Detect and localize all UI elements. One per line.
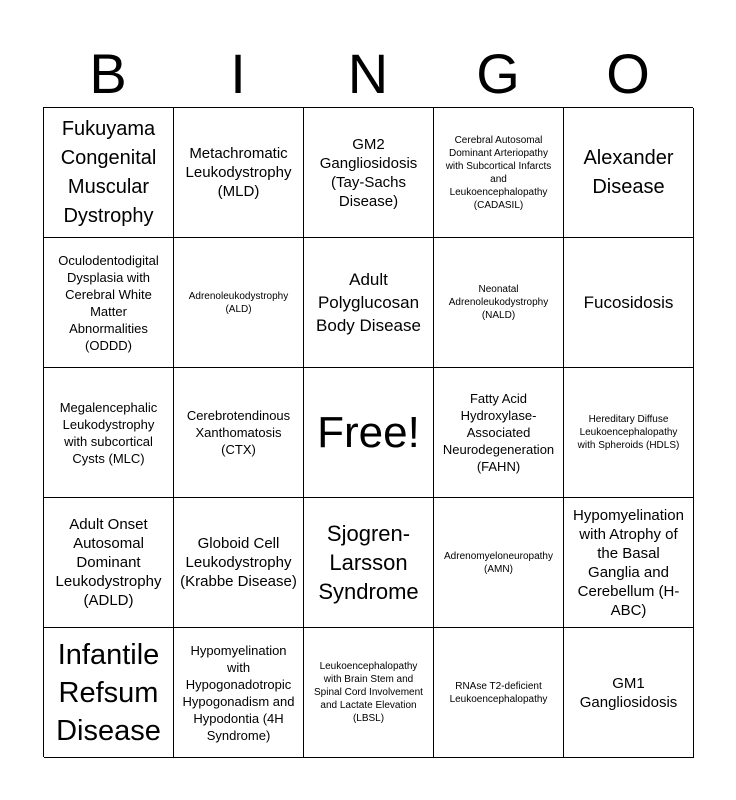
header-letter-i: I: [230, 42, 246, 105]
bingo-cell[interactable]: [304, 628, 434, 758]
cell-text: Globoid Cell Leukodystrophy (Krabbe Disease): [180, 535, 297, 590]
bingo-cell[interactable]: [564, 368, 694, 498]
cell-text: Hypomyelination with Hypogonadotropic Hypogonadism and Hypodontia (4H Syndrome): [182, 642, 295, 743]
bingo-cell[interactable]: [304, 498, 434, 628]
bingo-cell[interactable]: [434, 108, 564, 238]
free-space-cell[interactable]: [304, 368, 434, 498]
bingo-cell[interactable]: [174, 498, 304, 628]
free-space-text: Free!: [317, 407, 420, 457]
cell-text: Megalencephalic Leukodystrophy with subcortical Cysts (MLC): [59, 399, 158, 466]
bingo-cell[interactable]: [434, 498, 564, 628]
cell-text: Sjogren-Larsson Syndrome: [318, 521, 419, 604]
cell-text: Fukuyama Congenital Muscular Dystrophy: [60, 117, 157, 227]
cell-text: Hypomyelination with Atrophy of the Basal Ganglia and Cerebellum (H-ABC): [573, 506, 684, 619]
bingo-cell[interactable]: [434, 628, 564, 758]
bingo-cell[interactable]: [564, 628, 694, 758]
bingo-cell[interactable]: [44, 498, 174, 628]
bingo-cell[interactable]: [44, 238, 174, 368]
bingo-cell[interactable]: [44, 628, 174, 758]
cell-text: Fucosidosis: [583, 293, 674, 312]
bingo-cell[interactable]: [564, 238, 694, 368]
cell-text: Adrenoleukodystrophy (ALD): [188, 290, 289, 315]
bingo-cell[interactable]: [434, 238, 564, 368]
bingo-cell[interactable]: [564, 498, 694, 628]
bingo-cell[interactable]: [174, 238, 304, 368]
header-letter-b: B: [89, 42, 127, 105]
bingo-cell[interactable]: [564, 108, 694, 238]
cell-text: Hereditary Diffuse Leukoencephalopathy with Spheroids (HDLS): [577, 414, 680, 451]
bingo-board: [43, 107, 693, 757]
bingo-cell[interactable]: [174, 108, 304, 238]
cell-text: RNAse T2-deficient Leukoencephalopathy: [449, 680, 548, 705]
cell-text: Adrenomyeloneuropathy (AMN): [444, 550, 553, 575]
header-letter-g: G: [476, 42, 520, 105]
cell-text: Infantile Refsum Disease: [56, 638, 161, 747]
bingo-cell[interactable]: [174, 628, 304, 758]
header-letter-n: N: [347, 42, 389, 105]
cell-text: Fatty Acid Hydroxylase-Associated Neurodegeneration (FAHN): [442, 391, 555, 474]
cell-text: Cerebrotendinous Xanthomatosis (CTX): [186, 408, 291, 457]
bingo-cell[interactable]: [434, 368, 564, 498]
cell-text: Neonatal Adrenoleukodystrophy (NALD): [448, 284, 549, 321]
cell-text: Metachromatic Leukodystrophy (MLD): [185, 145, 292, 200]
cell-text: Alexander Disease: [583, 146, 674, 198]
bingo-header: [43, 40, 693, 108]
bingo-cell[interactable]: [44, 108, 174, 238]
bingo-cell[interactable]: [174, 368, 304, 498]
cell-text: Adult Onset Autosomal Dominant Leukodystrophy (ADLD): [55, 516, 162, 609]
cell-text: GM2 Gangliosidosis (Tay-Sachs Disease): [319, 135, 418, 210]
header-letter-o: O: [606, 42, 650, 105]
bingo-cell[interactable]: [304, 108, 434, 238]
cell-text: Cerebral Autosomal Dominant Arteriopathy with Subcortical Infarcts and Leukoencephalopathy (CADASIL): [445, 134, 552, 211]
cell-text: GM1 Gangliosidosis: [579, 674, 678, 711]
bingo-cell[interactable]: [304, 238, 434, 368]
cell-text: Adult Polyglucosan Body Disease: [316, 270, 421, 335]
bingo-cell[interactable]: [44, 368, 174, 498]
cell-text: Oculodentodigital Dysplasia with Cerebral White Matter Abnormalities (ODDD): [58, 252, 159, 353]
cell-text: Leukoencephalopathy with Brain Stem and Spinal Cord Involvement and Lactate Elevation (LBSL): [314, 661, 423, 724]
